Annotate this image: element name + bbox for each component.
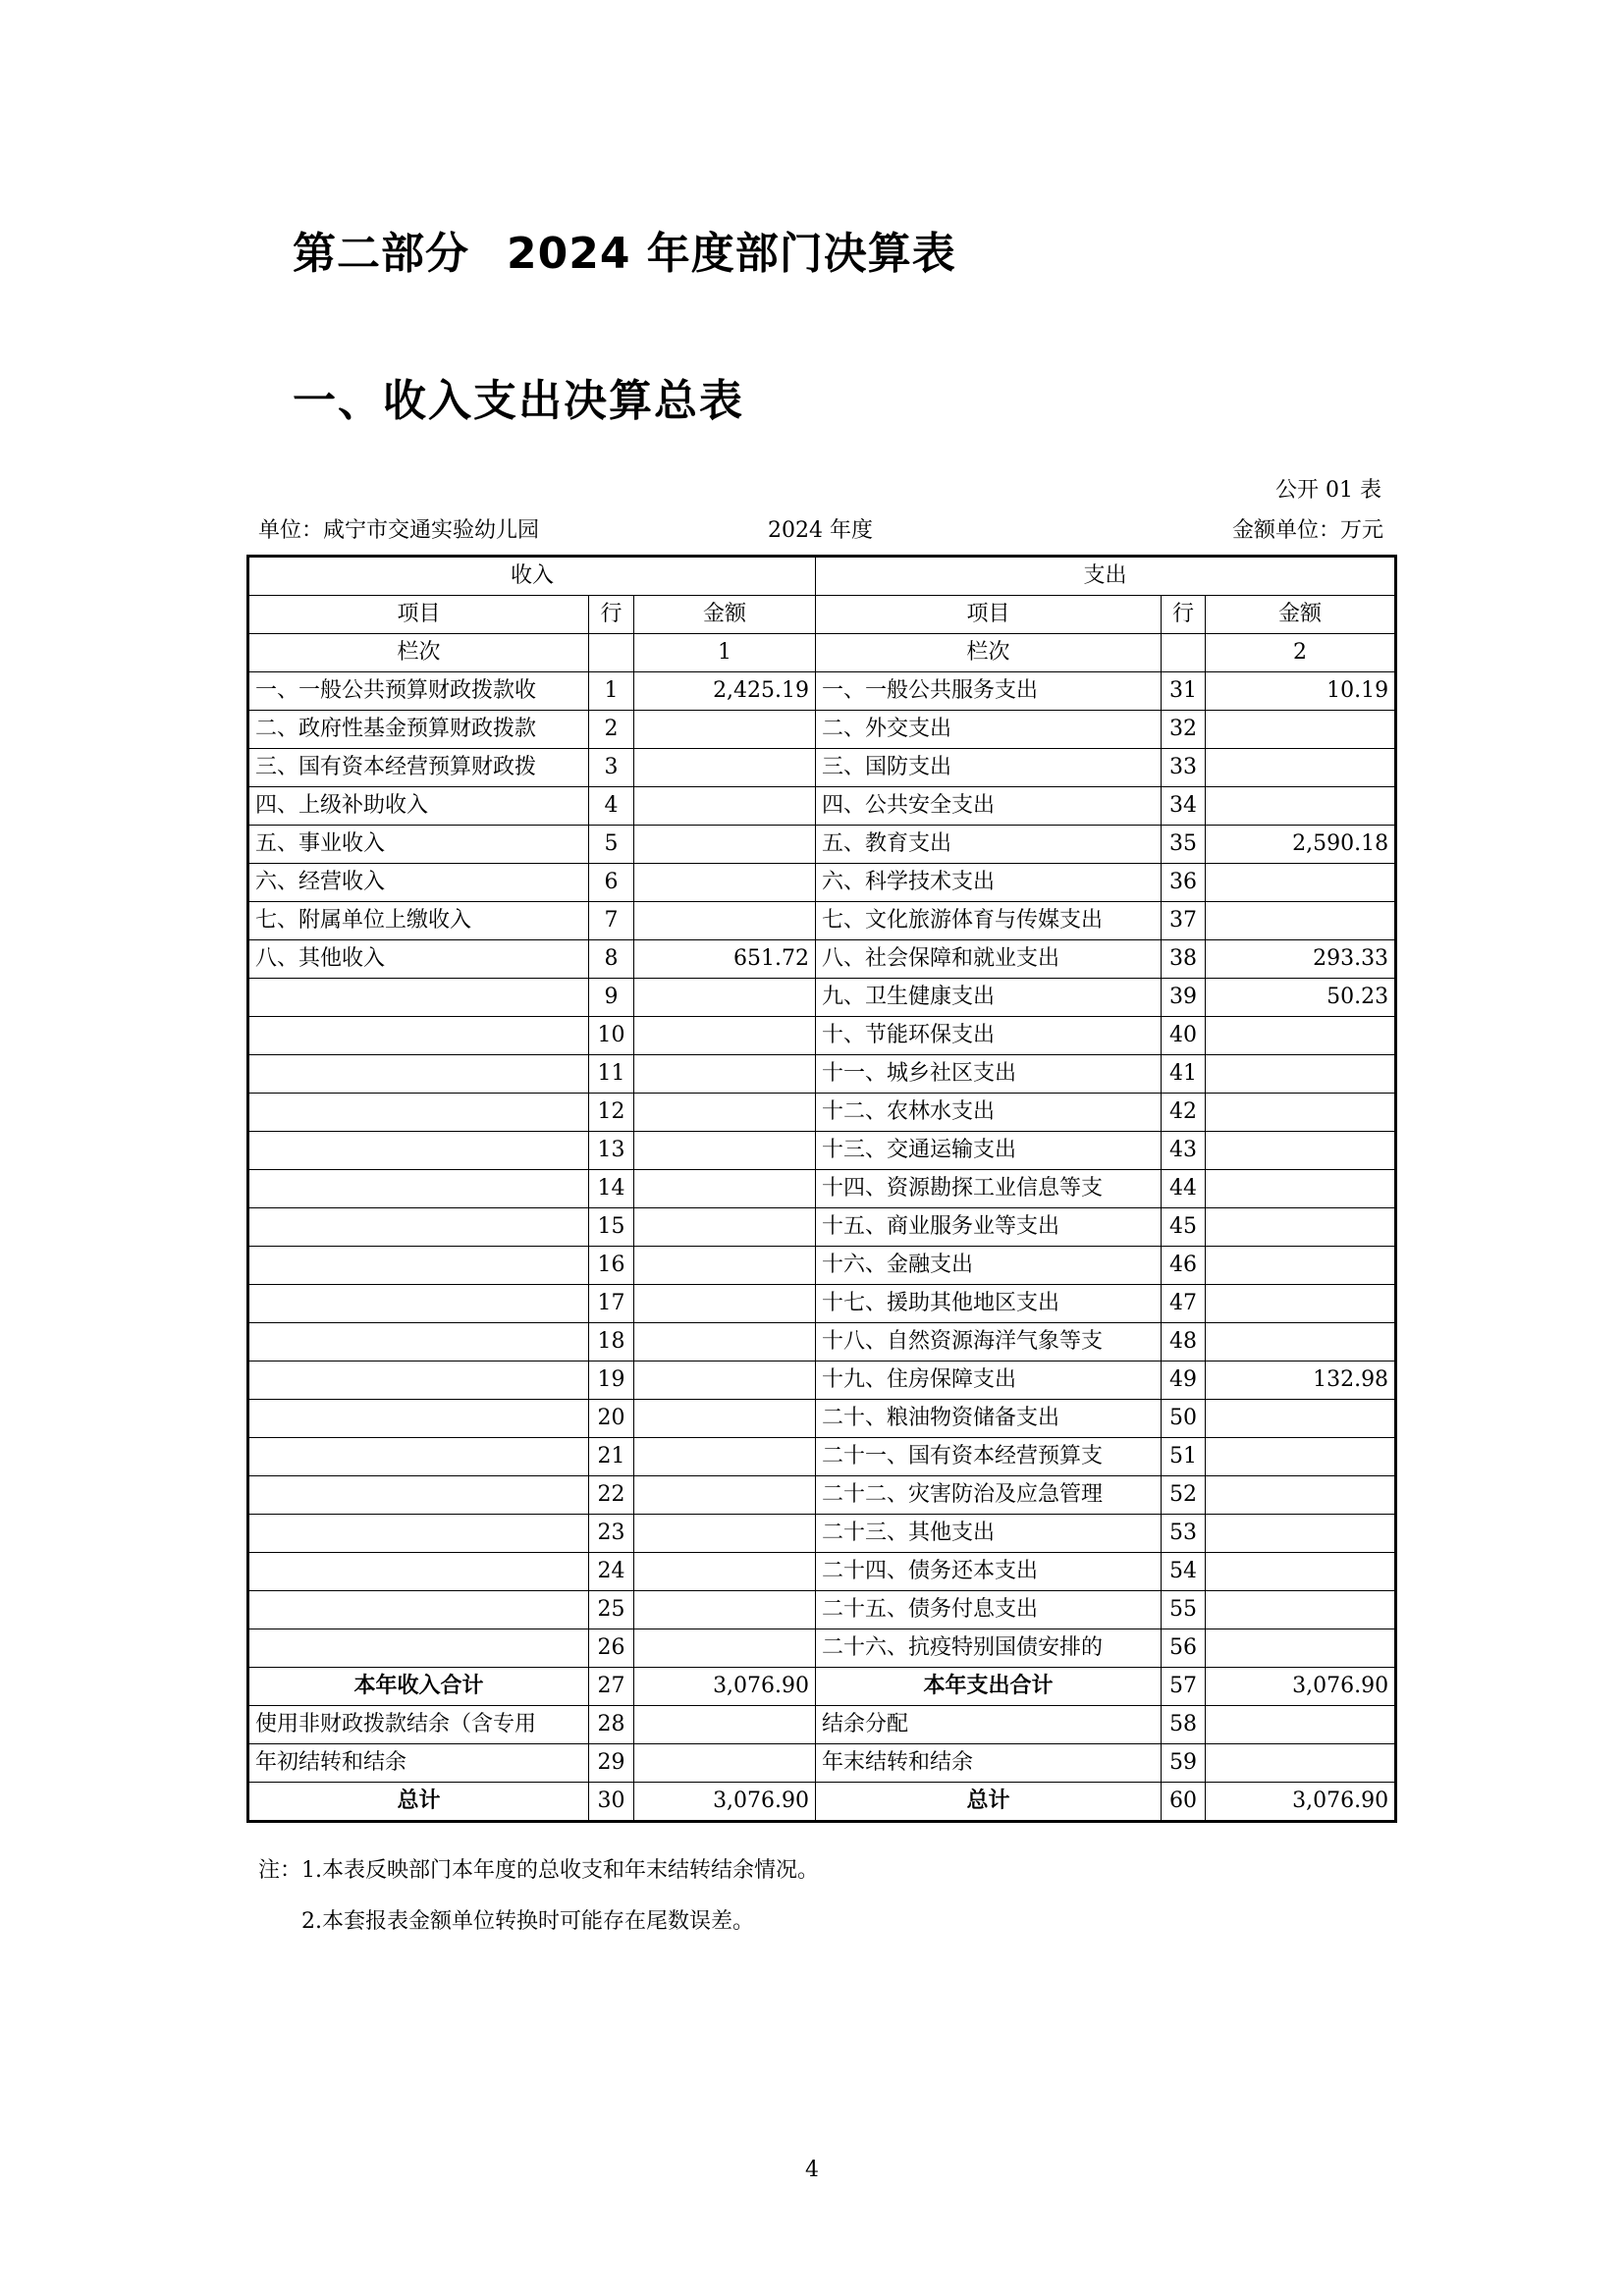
note-1: 注：1.本表反映部门本年度的总收支和年末结转结余情况。 bbox=[258, 1858, 819, 1883]
expense-amount-header: 金额 bbox=[1206, 596, 1396, 634]
expense-item: 二十二、灾害防治及应急管理 bbox=[816, 1476, 1162, 1515]
expense-row-number: 41 bbox=[1162, 1055, 1206, 1094]
unit-label: 单位：咸宁市交通实验幼儿园 bbox=[258, 518, 540, 543]
table-row bbox=[248, 1629, 1396, 1668]
income-amount bbox=[634, 787, 816, 826]
income-amount bbox=[634, 1438, 816, 1476]
income-row-number: 16 bbox=[589, 1247, 634, 1285]
income-row-number: 30 bbox=[589, 1783, 634, 1822]
income-amount bbox=[634, 1515, 816, 1553]
expense-item: 二十一、国有资本经营预算支 bbox=[816, 1438, 1162, 1476]
expense-item: 二十、粮油物资储备支出 bbox=[816, 1400, 1162, 1438]
expense-amount bbox=[1206, 1323, 1396, 1362]
expense-item: 二十六、抗疫特别国债安排的 bbox=[816, 1629, 1162, 1668]
expense-amount bbox=[1206, 1094, 1396, 1132]
expense-item: 十六、金融支出 bbox=[816, 1247, 1162, 1285]
income-amount: 2,425.19 bbox=[634, 672, 816, 711]
section-title: 一、收入支出决算总表 bbox=[293, 376, 744, 426]
expense-row-number: 57 bbox=[1162, 1668, 1206, 1706]
income-amount bbox=[634, 749, 816, 787]
expense-item: 十三、交通运输支出 bbox=[816, 1132, 1162, 1170]
income-row-number: 23 bbox=[589, 1515, 634, 1553]
income-amount bbox=[634, 711, 816, 749]
income-item bbox=[248, 1170, 589, 1208]
expense-row-number: 33 bbox=[1162, 749, 1206, 787]
expense-amount: 10.19 bbox=[1206, 672, 1396, 711]
income-amount bbox=[634, 1553, 816, 1591]
expense-row-number: 38 bbox=[1162, 940, 1206, 979]
income-row-number: 14 bbox=[589, 1170, 634, 1208]
income-amount bbox=[634, 1094, 816, 1132]
expense-amount bbox=[1206, 1553, 1396, 1591]
expense-amount: 50.23 bbox=[1206, 979, 1396, 1017]
note-2: 2.本套报表金额单位转换时可能存在尾数误差。 bbox=[301, 1909, 754, 1934]
table-row bbox=[248, 1247, 1396, 1285]
income-item bbox=[248, 979, 589, 1017]
income-row-number: 6 bbox=[589, 864, 634, 902]
income-item: 三、国有资本经营预算财政拨 bbox=[248, 749, 589, 787]
income-item bbox=[248, 1132, 589, 1170]
expense-row-number: 35 bbox=[1162, 826, 1206, 864]
income-rank-row-cell bbox=[589, 634, 634, 672]
expense-item: 一、一般公共服务支出 bbox=[816, 672, 1162, 711]
income-row-number: 18 bbox=[589, 1323, 634, 1362]
expense-row-number: 56 bbox=[1162, 1629, 1206, 1668]
expense-amount bbox=[1206, 749, 1396, 787]
expense-item-header: 项目 bbox=[816, 596, 1162, 634]
table-row bbox=[248, 787, 1396, 826]
expense-row-number: 31 bbox=[1162, 672, 1206, 711]
expense-amount bbox=[1206, 1132, 1396, 1170]
income-item: 五、事业收入 bbox=[248, 826, 589, 864]
income-amount bbox=[634, 1629, 816, 1668]
expense-item: 十五、商业服务业等支出 bbox=[816, 1208, 1162, 1247]
expense-row-number: 58 bbox=[1162, 1706, 1206, 1744]
expense-item: 六、科学技术支出 bbox=[816, 864, 1162, 902]
expense-row-number: 42 bbox=[1162, 1094, 1206, 1132]
expense-row-number: 36 bbox=[1162, 864, 1206, 902]
income-amount bbox=[634, 1400, 816, 1438]
table-row bbox=[248, 749, 1396, 787]
income-item: 总计 bbox=[248, 1783, 589, 1822]
expense-amount: 3,076.90 bbox=[1206, 1783, 1396, 1822]
table-row bbox=[248, 1553, 1396, 1591]
table-row bbox=[248, 1208, 1396, 1247]
table-row bbox=[248, 902, 1396, 940]
income-amount bbox=[634, 1362, 816, 1400]
income-amount-header: 金额 bbox=[634, 596, 816, 634]
income-item bbox=[248, 1553, 589, 1591]
income-row-number: 1 bbox=[589, 672, 634, 711]
expense-amount: 293.33 bbox=[1206, 940, 1396, 979]
expense-amount bbox=[1206, 1247, 1396, 1285]
part-title: 2024 年度部门决算表 bbox=[507, 229, 956, 279]
income-row-number: 13 bbox=[589, 1132, 634, 1170]
income-item bbox=[248, 1017, 589, 1055]
expense-amount: 2,590.18 bbox=[1206, 826, 1396, 864]
income-amount: 3,076.90 bbox=[634, 1783, 816, 1822]
income-row-number: 11 bbox=[589, 1055, 634, 1094]
income-amount bbox=[634, 1208, 816, 1247]
expense-amount bbox=[1206, 1629, 1396, 1668]
table-row bbox=[248, 1438, 1396, 1476]
table-row bbox=[248, 1744, 1396, 1783]
expense-rank-label: 栏次 bbox=[816, 634, 1162, 672]
income-row-number: 10 bbox=[589, 1017, 634, 1055]
income-amount bbox=[634, 1706, 816, 1744]
income-amount bbox=[634, 1132, 816, 1170]
income-row-number: 29 bbox=[589, 1744, 634, 1783]
income-row-number: 12 bbox=[589, 1094, 634, 1132]
expense-row-number: 47 bbox=[1162, 1285, 1206, 1323]
income-row-number: 28 bbox=[589, 1706, 634, 1744]
income-item bbox=[248, 1591, 589, 1629]
expense-amount: 3,076.90 bbox=[1206, 1668, 1396, 1706]
expense-row-number: 59 bbox=[1162, 1744, 1206, 1783]
income-amount bbox=[634, 1017, 816, 1055]
income-item bbox=[248, 1629, 589, 1668]
expense-row-number: 49 bbox=[1162, 1362, 1206, 1400]
expense-item: 二、外交支出 bbox=[816, 711, 1162, 749]
expense-row-number: 39 bbox=[1162, 979, 1206, 1017]
income-col-number: 1 bbox=[634, 634, 816, 672]
expense-amount bbox=[1206, 1515, 1396, 1553]
income-row-number: 15 bbox=[589, 1208, 634, 1247]
expense-amount bbox=[1206, 1208, 1396, 1247]
expense-item: 五、教育支出 bbox=[816, 826, 1162, 864]
expense-row-number: 55 bbox=[1162, 1591, 1206, 1629]
expense-header: 支出 bbox=[816, 557, 1396, 596]
expense-rank-row-cell bbox=[1162, 634, 1206, 672]
expense-amount bbox=[1206, 1170, 1396, 1208]
income-amount bbox=[634, 1744, 816, 1783]
expense-item: 二十五、债务付息支出 bbox=[816, 1591, 1162, 1629]
expense-item: 十一、城乡社区支出 bbox=[816, 1055, 1162, 1094]
table-row bbox=[248, 826, 1396, 864]
income-item bbox=[248, 1362, 589, 1400]
income-amount bbox=[634, 1323, 816, 1362]
expense-amount bbox=[1206, 1285, 1396, 1323]
expense-row-number: 45 bbox=[1162, 1208, 1206, 1247]
income-row-number: 8 bbox=[589, 940, 634, 979]
income-item bbox=[248, 1208, 589, 1247]
expense-amount bbox=[1206, 1706, 1396, 1744]
year-label: 2024 年度 bbox=[768, 518, 873, 543]
table-row bbox=[248, 940, 1396, 979]
expense-row-number: 43 bbox=[1162, 1132, 1206, 1170]
income-item bbox=[248, 1285, 589, 1323]
expense-amount bbox=[1206, 1055, 1396, 1094]
expense-row-number: 54 bbox=[1162, 1553, 1206, 1591]
expense-item: 十、节能环保支出 bbox=[816, 1017, 1162, 1055]
expense-item: 四、公共安全支出 bbox=[816, 787, 1162, 826]
table-row bbox=[248, 864, 1396, 902]
expense-row-number: 37 bbox=[1162, 902, 1206, 940]
income-row-number: 4 bbox=[589, 787, 634, 826]
income-row-number: 2 bbox=[589, 711, 634, 749]
expense-item: 七、文化旅游体育与传媒支出 bbox=[816, 902, 1162, 940]
expense-row-number: 60 bbox=[1162, 1783, 1206, 1822]
expense-item: 年末结转和结余 bbox=[816, 1744, 1162, 1783]
income-amount bbox=[634, 902, 816, 940]
expense-amount bbox=[1206, 1744, 1396, 1783]
expense-row-number: 50 bbox=[1162, 1400, 1206, 1438]
income-item: 本年收入合计 bbox=[248, 1668, 589, 1706]
expense-row-number: 44 bbox=[1162, 1170, 1206, 1208]
income-header: 收入 bbox=[248, 557, 816, 596]
group-header-row bbox=[248, 557, 1396, 596]
expense-item: 十八、自然资源海洋气象等支 bbox=[816, 1323, 1162, 1362]
expense-row-number: 40 bbox=[1162, 1017, 1206, 1055]
expense-row-number: 46 bbox=[1162, 1247, 1206, 1285]
expense-item: 十二、农林水支出 bbox=[816, 1094, 1162, 1132]
income-item: 使用非财政拨款结余（含专用 bbox=[248, 1706, 589, 1744]
table-row bbox=[248, 1591, 1396, 1629]
table-row bbox=[248, 1400, 1396, 1438]
income-amount bbox=[634, 1247, 816, 1285]
expense-amount bbox=[1206, 1591, 1396, 1629]
table-row bbox=[248, 1055, 1396, 1094]
income-item: 一、一般公共预算财政拨款收 bbox=[248, 672, 589, 711]
expense-item: 九、卫生健康支出 bbox=[816, 979, 1162, 1017]
expense-col-number: 2 bbox=[1206, 634, 1396, 672]
income-item-header: 项目 bbox=[248, 596, 589, 634]
expense-row-header: 行 bbox=[1162, 596, 1206, 634]
notes bbox=[258, 1853, 819, 1940]
income-row-number: 19 bbox=[589, 1362, 634, 1400]
expense-item: 十九、住房保障支出 bbox=[816, 1362, 1162, 1400]
table-row bbox=[248, 1362, 1396, 1400]
income-amount: 3,076.90 bbox=[634, 1668, 816, 1706]
table-row bbox=[248, 1515, 1396, 1553]
expense-row-number: 32 bbox=[1162, 711, 1206, 749]
income-item: 四、上级补助收入 bbox=[248, 787, 589, 826]
expense-amount bbox=[1206, 787, 1396, 826]
income-amount bbox=[634, 1285, 816, 1323]
income-item bbox=[248, 1094, 589, 1132]
expense-item: 本年支出合计 bbox=[816, 1668, 1162, 1706]
income-amount bbox=[634, 1591, 816, 1629]
income-row-number: 3 bbox=[589, 749, 634, 787]
income-amount bbox=[634, 1055, 816, 1094]
table-meta bbox=[258, 513, 1383, 543]
expense-row-number: 51 bbox=[1162, 1438, 1206, 1476]
expense-row-number: 48 bbox=[1162, 1323, 1206, 1362]
expense-item: 二十四、债务还本支出 bbox=[816, 1553, 1162, 1591]
income-item bbox=[248, 1476, 589, 1515]
table-row bbox=[248, 1170, 1396, 1208]
income-item bbox=[248, 1247, 589, 1285]
table-row bbox=[248, 1017, 1396, 1055]
income-row-number: 24 bbox=[589, 1553, 634, 1591]
income-item: 六、经营收入 bbox=[248, 864, 589, 902]
income-row-number: 26 bbox=[589, 1629, 634, 1668]
income-item: 八、其他收入 bbox=[248, 940, 589, 979]
income-row-number: 9 bbox=[589, 979, 634, 1017]
table-row bbox=[248, 1476, 1396, 1515]
income-amount bbox=[634, 1476, 816, 1515]
income-rank-label: 栏次 bbox=[248, 634, 589, 672]
table-row bbox=[248, 979, 1396, 1017]
income-item bbox=[248, 1400, 589, 1438]
expense-row-number: 34 bbox=[1162, 787, 1206, 826]
expense-item: 总计 bbox=[816, 1783, 1162, 1822]
expense-item: 结余分配 bbox=[816, 1706, 1162, 1744]
income-item: 年初结转和结余 bbox=[248, 1744, 589, 1783]
income-row-number: 7 bbox=[589, 902, 634, 940]
income-amount bbox=[634, 979, 816, 1017]
expense-amount bbox=[1206, 1400, 1396, 1438]
income-item bbox=[248, 1515, 589, 1553]
column-header-row bbox=[248, 596, 1396, 634]
expense-item: 八、社会保障和就业支出 bbox=[816, 940, 1162, 979]
income-row-number: 25 bbox=[589, 1591, 634, 1629]
expense-row-number: 53 bbox=[1162, 1515, 1206, 1553]
income-row-number: 21 bbox=[589, 1438, 634, 1476]
income-row-number: 5 bbox=[589, 826, 634, 864]
expense-item: 三、国防支出 bbox=[816, 749, 1162, 787]
expense-amount bbox=[1206, 1438, 1396, 1476]
income-row-header: 行 bbox=[589, 596, 634, 634]
table-row bbox=[248, 1094, 1396, 1132]
table-row bbox=[248, 672, 1396, 711]
expense-item: 十四、资源勘探工业信息等支 bbox=[816, 1170, 1162, 1208]
income-expense-table bbox=[246, 555, 1397, 1823]
income-item: 二、政府性基金预算财政拨款 bbox=[248, 711, 589, 749]
part-heading bbox=[293, 218, 956, 281]
year-total-row bbox=[248, 1668, 1396, 1706]
income-row-number: 22 bbox=[589, 1476, 634, 1515]
income-amount bbox=[634, 1170, 816, 1208]
page-number: 4 bbox=[805, 2158, 819, 2182]
expense-amount bbox=[1206, 711, 1396, 749]
income-item: 七、附属单位上缴收入 bbox=[248, 902, 589, 940]
expense-amount bbox=[1206, 902, 1396, 940]
expense-item: 十七、援助其他地区支出 bbox=[816, 1285, 1162, 1323]
income-item bbox=[248, 1323, 589, 1362]
table-row bbox=[248, 1706, 1396, 1744]
grand-total-row bbox=[248, 1783, 1396, 1822]
income-row-number: 17 bbox=[589, 1285, 634, 1323]
column-rank-row bbox=[248, 634, 1396, 672]
table-row bbox=[248, 711, 1396, 749]
income-amount bbox=[634, 826, 816, 864]
table-row bbox=[248, 1132, 1396, 1170]
income-item bbox=[248, 1438, 589, 1476]
income-row-number: 20 bbox=[589, 1400, 634, 1438]
income-row-number: 27 bbox=[589, 1668, 634, 1706]
expense-amount bbox=[1206, 1476, 1396, 1515]
expense-amount: 132.98 bbox=[1206, 1362, 1396, 1400]
income-amount bbox=[634, 864, 816, 902]
form-code: 公开 01 表 bbox=[1275, 478, 1381, 503]
income-item bbox=[248, 1055, 589, 1094]
expense-amount bbox=[1206, 1017, 1396, 1055]
expense-amount bbox=[1206, 864, 1396, 902]
expense-row-number: 52 bbox=[1162, 1476, 1206, 1515]
expense-item: 二十三、其他支出 bbox=[816, 1515, 1162, 1553]
table-row bbox=[248, 1285, 1396, 1323]
money-unit-label: 金额单位：万元 bbox=[1231, 518, 1383, 543]
income-amount: 651.72 bbox=[634, 940, 816, 979]
table-row bbox=[248, 1323, 1396, 1362]
part-label: 第二部分 bbox=[293, 229, 469, 279]
